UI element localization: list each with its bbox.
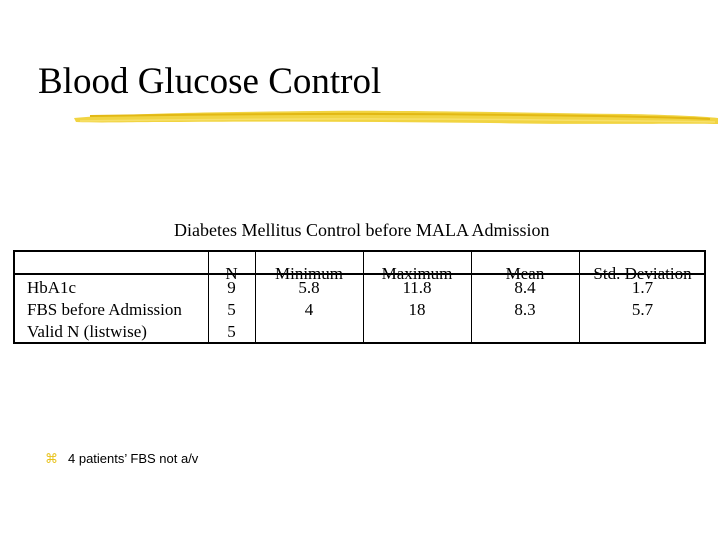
- cell-maximum: 11.8: [402, 278, 432, 297]
- cell-minimum: 4: [304, 300, 314, 319]
- cell-n: 9: [227, 278, 236, 297]
- stats-table: [13, 250, 706, 344]
- row-label-fbs: FBS before Admission: [27, 300, 182, 319]
- cell-maximum: 18: [408, 300, 426, 319]
- header-std-deviation: Std. Deviation: [593, 264, 692, 283]
- header-n: N: [225, 264, 238, 283]
- header-maximum: Maximum: [381, 264, 453, 283]
- table-caption: Diabetes Mellitus Control before MALA Admission: [174, 220, 550, 240]
- row-label-valid-n: Valid N (listwise): [27, 322, 147, 341]
- cell-std-deviation: 5.7: [631, 300, 654, 319]
- cell-std-deviation: 1.7: [631, 278, 654, 297]
- bullet-item: [45, 450, 198, 468]
- row-label-hba1c: HbA1c: [27, 278, 77, 297]
- title-underline-brushstroke: [70, 104, 720, 130]
- slide-title: Blood Glucose Control: [38, 61, 382, 102]
- cell-mean: 8.3: [514, 300, 536, 319]
- bullet-text: 4 patients’ FBS not a/v: [68, 451, 199, 466]
- header-minimum: Minimum: [274, 264, 343, 283]
- cell-mean: 8.4: [514, 278, 536, 297]
- cell-minimum: 5.8: [298, 278, 320, 297]
- z-bullet-icon: ⌘: [45, 451, 58, 466]
- cell-n: 5: [227, 300, 236, 319]
- header-mean: Mean: [505, 264, 545, 283]
- cell-n: 5: [227, 322, 236, 341]
